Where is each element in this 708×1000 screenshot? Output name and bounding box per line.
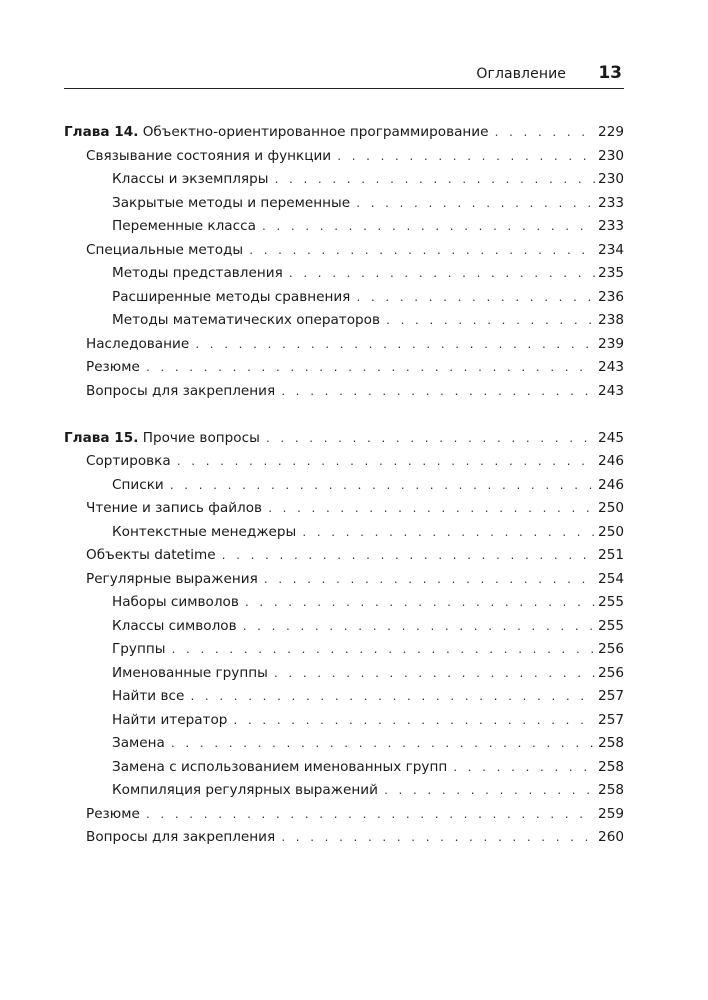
dot-leader <box>273 669 595 680</box>
entry-page-number: 250 <box>598 500 624 516</box>
dot-leader <box>288 269 595 280</box>
entry-page-number: 243 <box>598 382 624 399</box>
toc-section <box>64 806 624 830</box>
chapter-heading <box>64 430 624 454</box>
entry-page-number: 258 <box>598 758 624 775</box>
entry-page-number: 259 <box>598 805 624 822</box>
entry-title: Переменные класса <box>112 218 256 234</box>
toc-subsection <box>64 735 624 759</box>
toc-subsection <box>64 782 624 806</box>
toc-subsection <box>64 618 624 642</box>
entry-title: Именованные группы <box>112 664 268 681</box>
entry-title: Классы символов <box>112 617 237 634</box>
dot-leader <box>170 645 595 656</box>
entry-page-number: 255 <box>598 594 624 610</box>
entry-title: Чтение и запись файлов <box>86 500 263 516</box>
dot-leader <box>355 199 595 210</box>
toc-subsection <box>64 594 624 618</box>
entry-page-number: 246 <box>598 453 624 469</box>
toc-subsection <box>64 477 624 501</box>
entry-title: Специальные методы <box>86 241 244 258</box>
entry-title: Резюме <box>86 805 140 822</box>
chapter-title: Прочие вопросы <box>142 429 260 446</box>
entry-title: Связывание состояния и функции <box>86 147 332 164</box>
toc-subsection <box>64 712 624 736</box>
toc-subsection <box>64 688 624 712</box>
header-page-number: 13 <box>598 63 622 83</box>
toc-section <box>64 242 624 266</box>
table-of-contents <box>64 124 624 876</box>
entry-title: Вопросы для закрепления <box>86 829 276 845</box>
entry-page-number: 256 <box>598 641 624 657</box>
chapter-title-text <box>64 430 260 446</box>
dot-leader <box>261 222 595 233</box>
dot-leader <box>176 457 595 468</box>
toc-section <box>64 336 624 360</box>
entry-page-number: 258 <box>598 782 624 798</box>
entry-page-number: 230 <box>598 171 624 187</box>
chapter-block <box>64 124 624 406</box>
dot-leader <box>280 833 595 844</box>
chapter-heading <box>64 124 624 148</box>
entry-page-number: 233 <box>598 218 624 234</box>
entry-page-number: 238 <box>598 312 624 328</box>
toc-section <box>64 547 624 571</box>
entry-page-number: 233 <box>598 194 624 211</box>
toc-subsection <box>64 289 624 313</box>
dot-leader <box>355 293 595 304</box>
entry-title: Сортировка <box>86 453 171 469</box>
toc-subsection <box>64 524 624 548</box>
chapter-prefix: Глава 14. <box>64 124 139 140</box>
entry-title: Найти итератор <box>112 711 228 728</box>
toc-subsection <box>64 218 624 242</box>
entry-title: Расширенные методы сравнения <box>112 288 351 305</box>
toc-section <box>64 359 624 383</box>
entry-title: Методы представления <box>112 265 283 281</box>
dot-leader <box>169 481 595 492</box>
dot-leader <box>221 551 595 562</box>
entry-title: Методы математических операторов <box>112 312 380 328</box>
entry-page-number: 260 <box>598 829 624 845</box>
dot-leader <box>145 363 595 374</box>
toc-subsection <box>64 171 624 195</box>
entry-title: Группы <box>112 641 166 657</box>
entry-title: Наборы символов <box>112 594 239 610</box>
toc-subsection <box>64 312 624 336</box>
entry-page-number: 243 <box>598 359 624 375</box>
toc-section <box>64 571 624 595</box>
entry-page-number: 250 <box>598 523 624 540</box>
entry-title: Наследование <box>86 335 190 352</box>
dot-leader <box>145 810 595 821</box>
header-title: Оглавление <box>476 66 566 82</box>
entry-page-number: 246 <box>598 476 624 493</box>
entry-title: Замена с использованием именованных групп <box>112 758 448 775</box>
entry-title: Регулярные выражения <box>86 570 258 587</box>
entry-title: Резюме <box>86 359 140 375</box>
dot-leader <box>280 387 595 398</box>
dot-leader <box>263 575 595 586</box>
dot-leader <box>194 340 595 351</box>
dot-leader <box>452 763 595 774</box>
dot-leader <box>189 692 595 703</box>
entry-title: Классы и экземпляры <box>112 171 269 187</box>
entry-page-number: 235 <box>598 265 624 281</box>
entry-title: Списки <box>112 476 164 493</box>
toc-subsection <box>64 641 624 665</box>
entry-title: Контекстные менеджеры <box>112 523 297 540</box>
dot-leader <box>273 175 595 186</box>
entry-page-number: 234 <box>598 241 624 258</box>
dot-leader <box>383 786 595 797</box>
entry-page-number: 255 <box>598 617 624 634</box>
entry-page-number: 258 <box>598 735 624 751</box>
chapter-prefix: Глава 15. <box>64 429 139 446</box>
entry-page-number: 239 <box>598 335 624 352</box>
entry-page-number: 254 <box>598 570 624 587</box>
entry-title: Объекты datetime <box>86 547 216 563</box>
dot-leader <box>301 528 595 539</box>
toc-subsection <box>64 759 624 783</box>
toc-subsection <box>64 265 624 289</box>
dot-leader <box>494 128 596 139</box>
dot-leader <box>232 716 595 727</box>
toc-section <box>64 829 624 853</box>
dot-leader <box>170 739 595 750</box>
entry-page-number: 236 <box>598 288 624 305</box>
entry-title: Замена <box>112 735 165 751</box>
dot-leader <box>244 598 595 609</box>
dot-leader <box>242 622 595 633</box>
dot-leader <box>267 504 595 515</box>
entry-title: Закрытые методы и переменные <box>112 194 351 211</box>
dot-leader <box>248 246 595 257</box>
entry-page-number: 257 <box>598 711 624 728</box>
entry-title: Найти все <box>112 688 185 704</box>
dot-leader <box>385 316 595 327</box>
chapter-title-text <box>64 124 489 140</box>
dot-leader <box>265 434 595 445</box>
toc-section <box>64 148 624 172</box>
chapter-block <box>64 430 624 853</box>
running-header <box>64 62 624 89</box>
toc-section <box>64 500 624 524</box>
toc-subsection <box>64 195 624 219</box>
chapter-page-number: 245 <box>598 429 624 446</box>
entry-title: Вопросы для закрепления <box>86 382 276 399</box>
entry-page-number: 251 <box>598 547 624 563</box>
toc-subsection <box>64 665 624 689</box>
chapter-title: Объектно-ориентированное программирование <box>142 124 489 140</box>
toc-section <box>64 383 624 407</box>
entry-page-number: 230 <box>598 147 624 164</box>
toc-section <box>64 453 624 477</box>
entry-title: Компиляция регулярных выражений <box>112 782 378 798</box>
entry-page-number: 256 <box>598 664 624 681</box>
entry-page-number: 257 <box>598 688 624 704</box>
chapter-page-number: 229 <box>598 124 624 140</box>
dot-leader <box>336 152 595 163</box>
